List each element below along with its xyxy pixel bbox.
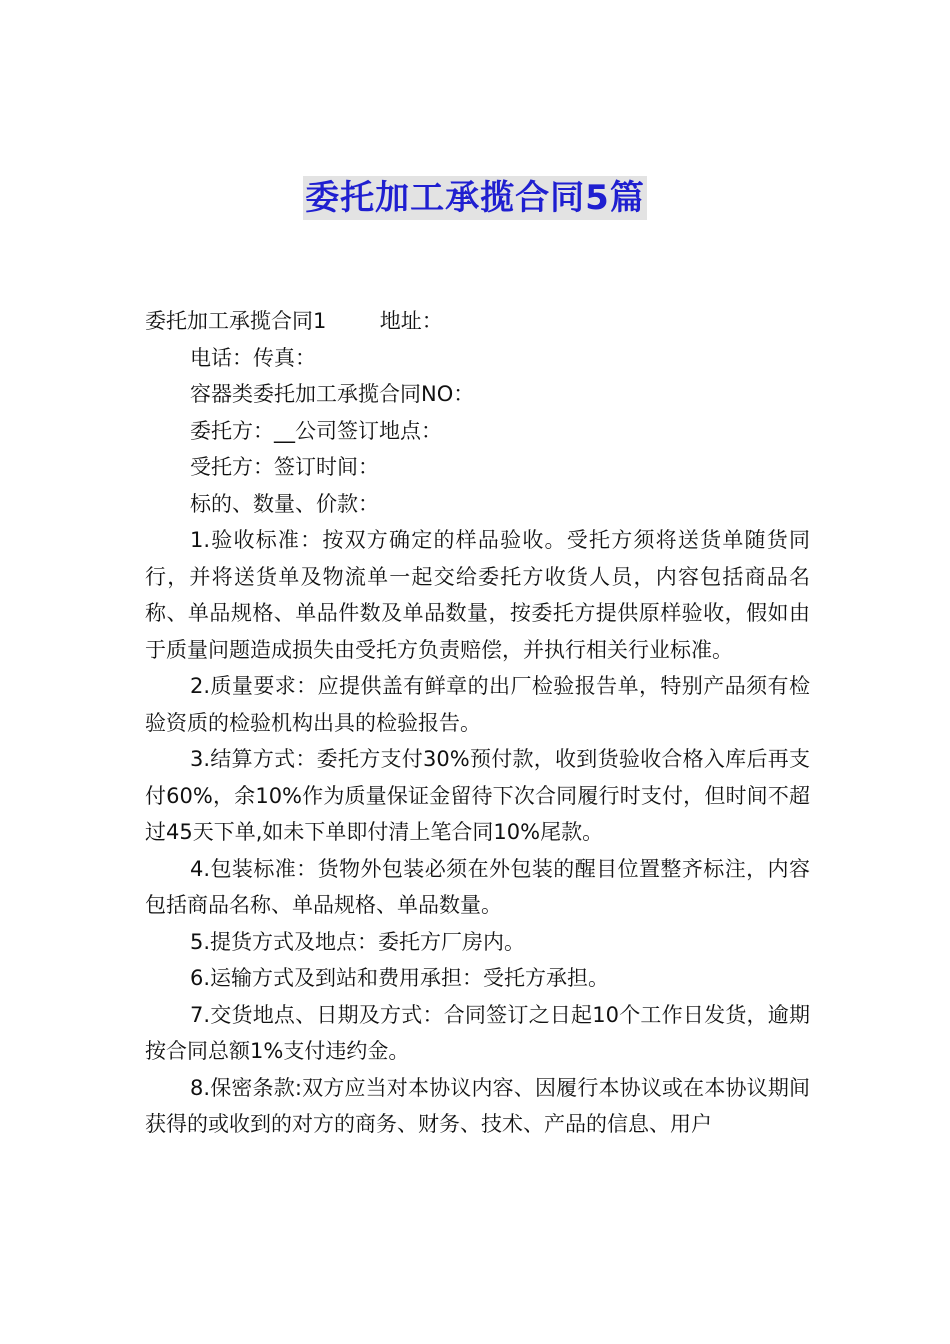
- paragraph-clause-5: 5.提货方式及地点：委托方厂房内。: [190, 929, 526, 954]
- paragraph-client: 委托方：__公司签订地点：: [190, 418, 442, 443]
- paragraph-clause-8: 8.保密条款:双方应当对本协议内容、因履行本协议或在本协议期间获得的或收到的对方的商务、财务、技术、产品的信息、用户: [145, 1075, 810, 1136]
- paragraph-clause-6: 6.运输方式及到站和费用承担：受托方承担。: [190, 966, 610, 990]
- document-body: [145, 303, 810, 1143]
- title-container: [0, 176, 950, 220]
- paragraph-clause-4: 4.包装标准：货物外包装必须在外包装的醒目位置整齐标注，内容包括商品名称、单品规格、单品数量。: [145, 856, 810, 917]
- paragraph-clause-7: 7.交货地点、日期及方式：合同签订之日起10个工作日发货，逾期按合同总额1%支付违约金。: [145, 1002, 810, 1063]
- paragraph-contract-no: 容器类委托加工承揽合同NO：: [190, 382, 475, 406]
- paragraph-clause-3: 3.结算方式：委托方支付30%预付款，收到货验收合格入库后再支付60%，余10%作为质量保证金留待下次合同履行时支付，但时间不超过45天下单,如未下单即付清上笔合同10%尾款。: [145, 747, 810, 844]
- contract-heading-line: 委托加工承揽合同1 地址：: [145, 309, 443, 333]
- paragraph-subject: 标的、数量、价款：: [190, 491, 379, 516]
- paragraph-clause-2: 2.质量要求：应提供盖有鲜章的出厂检验报告单，特别产品须有检验资质的检验机构出具的检验报告。: [145, 674, 810, 735]
- document-title: 委托加工承揽合同5篇: [305, 178, 645, 218]
- paragraph-contractor: 受托方：签订时间：: [190, 455, 379, 479]
- paragraph-clause-1: 1.验收标准：按双方确定的样品验收。受托方须将送货单随货同行，并将送货单及物流单一起交给委托方收货人员，内容包括商品名称、单品规格、单品件数及单品数量，按委托方提供原样验收，假如由于质量问题造成损失由受托方负责赔偿，并执行相关行业标准。: [145, 528, 810, 662]
- paragraph-phone-fax: 电话：传真：: [190, 345, 316, 370]
